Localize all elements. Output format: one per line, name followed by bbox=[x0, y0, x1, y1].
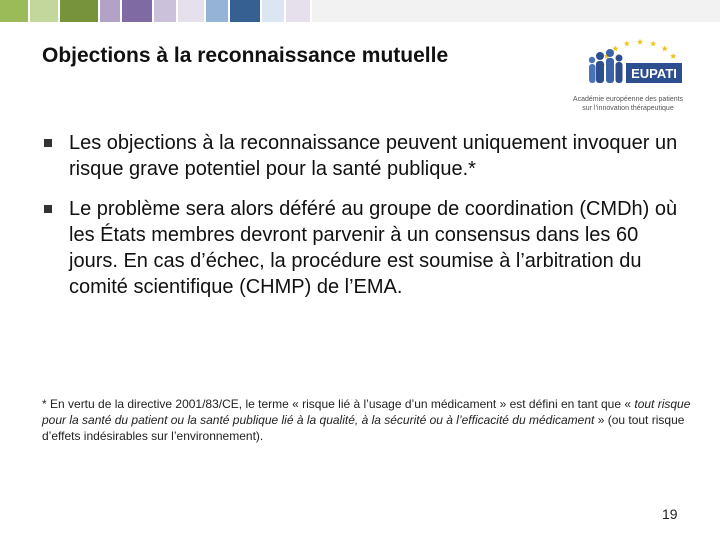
logo-text: EUPATI bbox=[631, 66, 677, 81]
header-color-block bbox=[154, 0, 176, 22]
bullet-square-icon bbox=[44, 139, 52, 147]
header-color-block bbox=[100, 0, 120, 22]
footnote-prefix: * En vertu de la directive 2001/83/CE, le terme « risque lié à l’usage d’un médicament » est défini en tant que « bbox=[42, 397, 635, 411]
header-color-block bbox=[206, 0, 228, 22]
bullet-item bbox=[44, 196, 684, 300]
header-color-block bbox=[312, 0, 720, 22]
footnote-suffix: » (ou tout risque d’effets indésirables sur l’environnement). bbox=[42, 413, 685, 443]
logo-star-icon bbox=[612, 46, 618, 52]
bullet-text: Le problème sera alors déféré au groupe de coordination (CMDh) où les États membres devront parvenir à un consensus dans les 60 jours. En cas d’échec, la procédure est soumise à l’arbitration du comité scientifique (CHMP) de l’EMA. bbox=[69, 198, 678, 298]
header-color-block bbox=[122, 0, 152, 22]
header-color-block bbox=[230, 0, 260, 22]
header-color-block bbox=[262, 0, 284, 22]
logo-star-icon bbox=[624, 41, 630, 47]
bullet-text: Les objections à la reconnaissance peuvent uniquement invoquer un risque grave potentiel pour la santé publique.* bbox=[69, 132, 678, 180]
header-color-block bbox=[286, 0, 310, 22]
logo-figures bbox=[589, 49, 623, 83]
logo-star-icon bbox=[662, 46, 668, 52]
header-color-block bbox=[30, 0, 58, 22]
header-color-block bbox=[60, 0, 98, 22]
logo-tagline-line2: sur l’innovation thérapeutique bbox=[582, 105, 674, 112]
logo-star-icon bbox=[670, 53, 676, 59]
logo-tagline-line1: Académie européenne des patients bbox=[572, 96, 684, 103]
bullet-item bbox=[44, 130, 684, 182]
logo-star-icon bbox=[637, 39, 643, 45]
header-color-block bbox=[178, 0, 204, 22]
bullet-square-icon bbox=[44, 205, 52, 213]
logo-star-icon bbox=[650, 41, 656, 47]
header-color-bar bbox=[0, 0, 720, 22]
header-color-block bbox=[0, 0, 28, 22]
slide-title: Objections à la reconnaissance mutuelle bbox=[42, 44, 449, 67]
footnote bbox=[42, 396, 694, 444]
bullet-list bbox=[44, 130, 684, 314]
footnote-italic: tout risque pour la santé du patient ou la santé publique lié à la qualité, à la sécurité ou à l’efficacité du médicament bbox=[42, 397, 691, 427]
page-number: 19 bbox=[662, 506, 678, 522]
logo-tagline bbox=[560, 95, 696, 113]
